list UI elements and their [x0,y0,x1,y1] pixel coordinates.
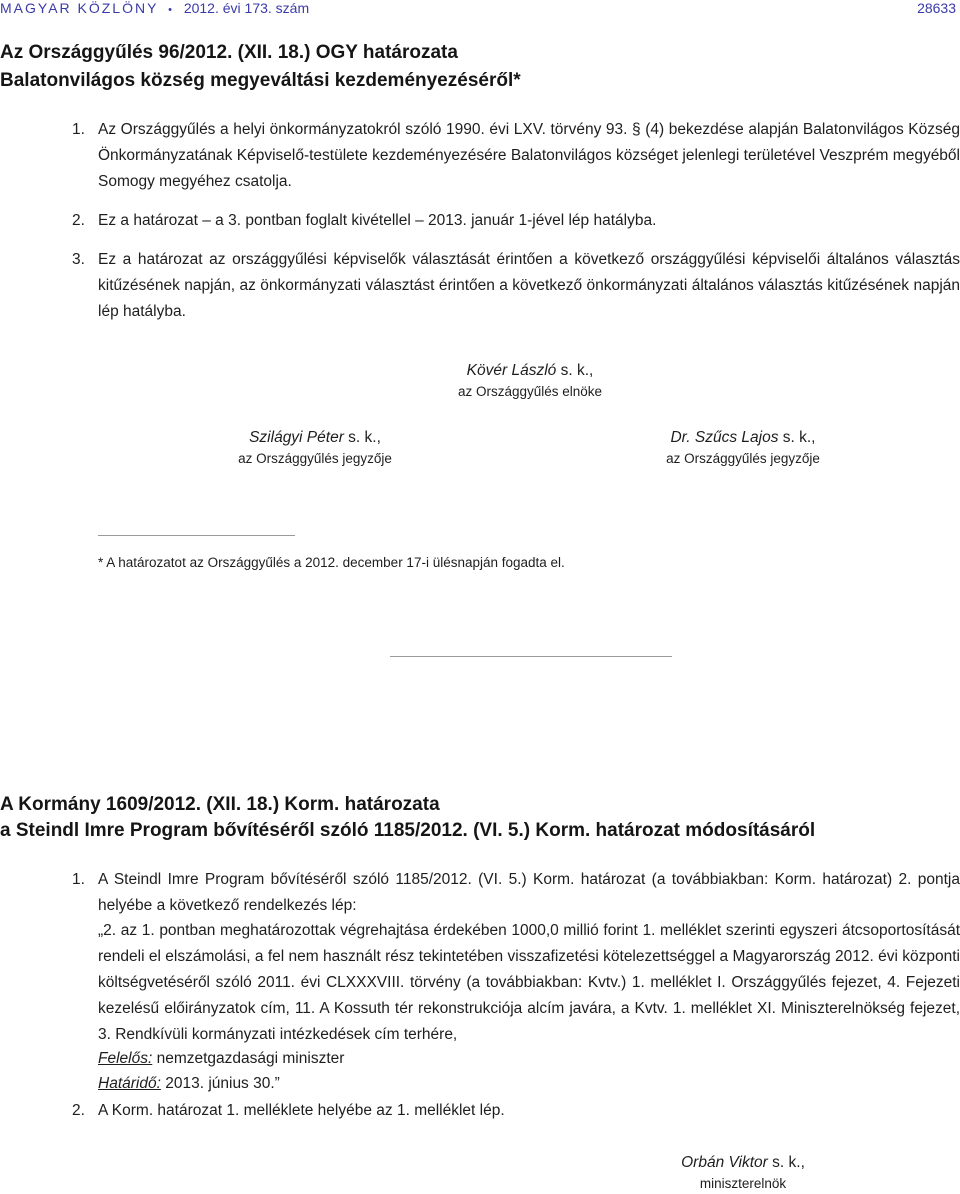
item-text: Ez a határozat az országgyűlési képviselők választását érintően a következő országgyűlési képviselői általános választás kitűzésének napján, az önkormányzati választást érintően a következő önkormányzati általános választás kitűzésének napján lép hatályba. [98,251,960,320]
deadline-line [98,1071,280,1097]
item-text: A Korm. határozat 1. melléklete helyébe az 1. melléklet lép. [98,1102,505,1119]
deadline-value: 2013. június 30.” [165,1075,280,1092]
item-text: Az Országgyűlés a helyi önkormányzatokról szóló 1990. évi LXV. törvény 93. § (4) bekezdése alapján Balatonvilágos Község Önkormányzatának Képviselő-testülete kezdeményezésére Balatonvilágos községet jelenlegi területével Veszprém megyéből Somogy megyéhez csatolja. [98,121,960,190]
item-number: 2. [72,212,85,229]
signatory-role: az Országgyűlés elnöke [457,384,603,399]
page-number: 28633 [917,0,956,16]
quoted-provision: „2. az 1. pontban meghatározottak végrehajtása érdekében 1000,0 millió forint 1. melléklet szerinti egyszeri átcsoportosítását rendeli el elszámolási, a fel nem használt rész tekintetében visszafizetési kötelezettséggel a Magyarország 2012. évi központi költségvetéséről szóló 2011. évi CLXXXVIII. törvény (a továbbiakban: Kvtv.) 1. melléklet I. Országgyűlés fejezet, 4. Fejezeti kezelésű előirányzatok cím, 11. A Kossuth tér rekonstrukciója alcím javára, a Kvtv. 1. melléklet XI. Miniszterelnökség fejezet, 3. Rendkívüli kormányzati intézkedések cím terhére, [98,922,960,1043]
footnote: * A határozatot az Országgyűlés a 2012. december 17-i ülésnapján fogadta el. [98,555,565,570]
page-header [0,0,960,16]
signatory-role: miniszterelnök [699,1176,787,1191]
government-resolution-title-line1: A Kormány 1609/2012. (XII. 18.) Korm. határozata [0,794,440,815]
section-divider [390,656,672,657]
secretary-signature-left [150,427,480,469]
issue-label: 2012. évi 173. szám [183,0,310,16]
journal-name: MAGYAR KÖZLÖNY [0,0,159,16]
signatory-name: Szilágyi Péter s. k., [249,429,381,446]
item-text: Ez a határozat – a 3. pontban foglalt kivétellel – 2013. január 1-jével lép hatályba. [98,212,657,229]
resolution-title-line1: Az Országgyűlés 96/2012. (XII. 18.) OGY határozata [0,42,458,63]
item-number: 2. [72,1102,85,1119]
journal-header [0,0,309,16]
deadline-label: Határidő: [98,1075,161,1092]
chair-signature [380,360,680,402]
signatory-name: Dr. Szűcs Lajos s. k., [670,429,816,446]
footnote-divider [98,535,295,536]
government-resolution-title-line2: a Steindl Imre Program bővítéséről szóló 1185/2012. (VI. 5.) Korm. határozat módosításáról [0,820,816,841]
item-number: 1. [72,121,85,138]
prime-minister-signature [630,1152,856,1194]
item-number: 1. [72,871,85,888]
item-number: 3. [72,251,85,268]
item-text: A Steindl Imre Program bővítéséről szóló 1185/2012. (VI. 5.) Korm. határozat (a továbbiakban: Korm. határozat) 2. pontja helyébe a következő rendelkezés lép: [98,871,960,914]
responsible-line [98,1046,344,1072]
bullet-separator: • [168,4,172,16]
resolution-title-line2: Balatonvilágos község megyeváltási kezdeményezéséről* [0,70,521,91]
responsible-value: nemzetgazdasági miniszter [156,1050,345,1067]
responsible-label: Felelős: [98,1050,153,1067]
signatory-name: Orbán Viktor s. k., [681,1154,805,1171]
secretary-signature-right [578,427,908,469]
signatory-role: az Országgyűlés jegyzője [238,451,392,466]
signatory-name: Kövér László s. k., [466,362,594,379]
signatory-role: az Országgyűlés jegyzője [666,451,820,466]
